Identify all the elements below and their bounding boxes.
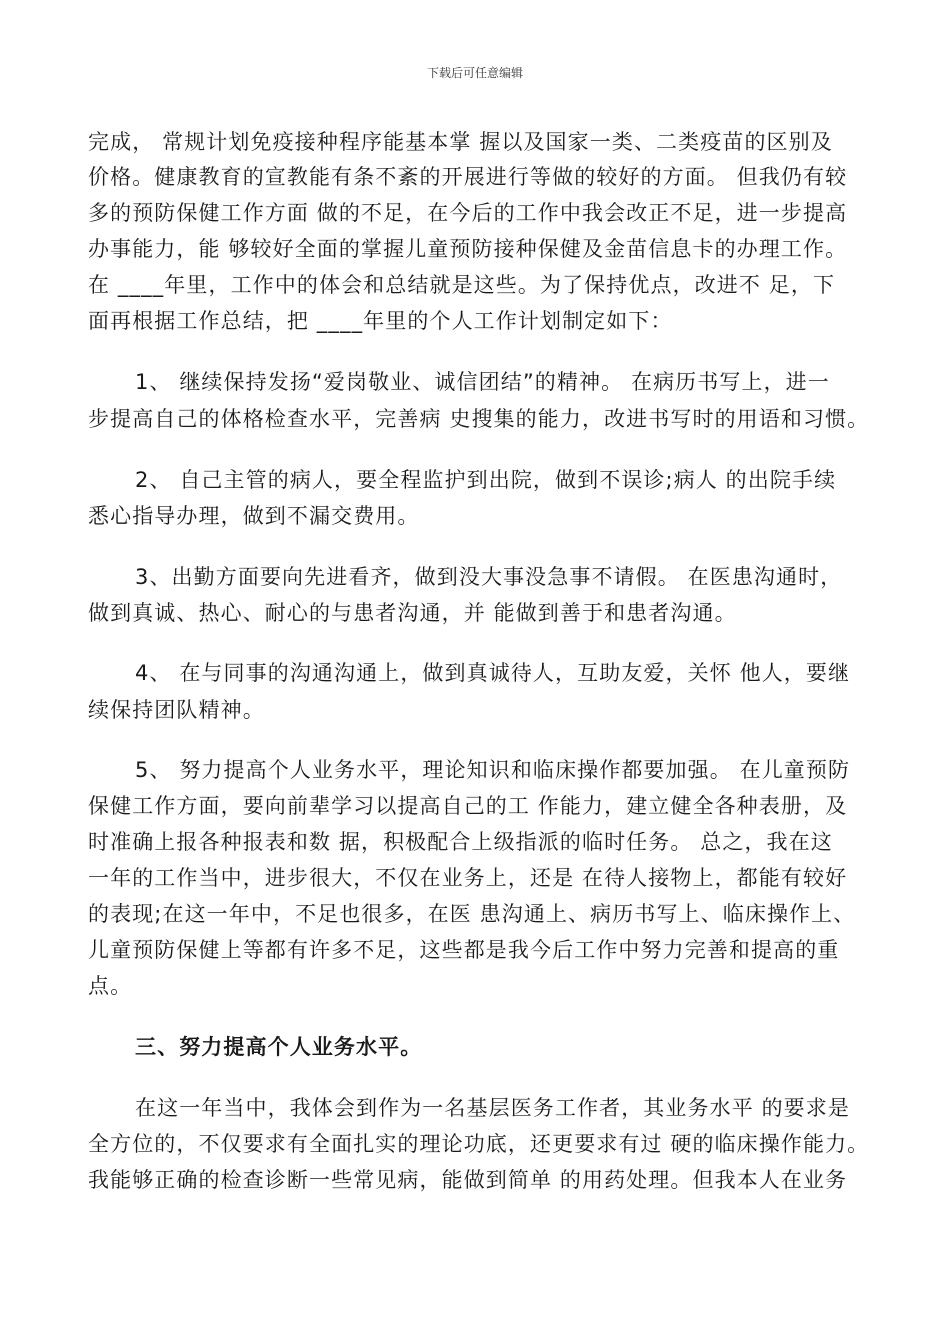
list-item-3: 3、出勤方面要向先进看齐，做到没大事没急事不请假。 在医患沟通时， bbox=[135, 565, 843, 589]
text-line: 完成， 常规计划免疫接种程序能基本掌 握以及国家一类、二类疫苗的区别及 bbox=[88, 130, 833, 154]
section-heading: 三、努力提高个人业务水平。 bbox=[135, 1035, 423, 1059]
text-line: 步提高自己的体格检查水平，完善病 史搜集的能力，改进书写时的用语和习惯。 bbox=[88, 407, 870, 431]
text-line: 在 ____年里，工作中的体会和总结就是这些。为了保持优点，改进不 足，下 bbox=[88, 273, 836, 297]
page-header: 下载后可任意编辑 bbox=[426, 66, 523, 80]
text-line: 办事能力，能 够较好全面的掌握儿童预防接种保健及金苗信息卡的办理工作。 bbox=[88, 237, 848, 261]
text-line: 价格。健康教育的宣教能有条不紊的开展进行等做的较好的方面。 但我仍有较 bbox=[88, 165, 848, 189]
text-line: 我能够正确的检查诊断一些常见病，能做到简单 的用药处理。但我本人在业务 bbox=[88, 1168, 848, 1192]
text-line: 儿童预防保健上等都有许多不足，这些都是我今后工作中努力完善和提高的重 bbox=[88, 938, 840, 962]
text-line: 全方位的，不仅要求有全面扎实的理论功底，还更要求有过 硬的临床操作能力。 bbox=[88, 1132, 870, 1156]
text-line: 多的预防保健工作方面 做的不足，在今后的工作中我会改正不足，进一步提高 bbox=[88, 201, 848, 225]
list-item-2: 2、 自己主管的病人，要全程监护到出院，做到不误诊;病人 的出院手续 bbox=[135, 468, 837, 492]
text-line: 面再根据工作总结，把 ____年里的个人工作计划制定如下： bbox=[88, 309, 673, 333]
text-line: 做到真诚、热心、耐心的与患者沟通，并 能做到善于和患者沟通。 bbox=[88, 601, 737, 625]
text-line: 时准确上报各种报表和数 据，积极配合上级指派的临时任务。 总之，我在这 bbox=[88, 830, 833, 854]
list-item-4: 4、 在与同事的沟通沟通上，做到真诚待人，互助友爱，关怀 他人，要继 bbox=[135, 661, 851, 685]
text-line: 点。 bbox=[88, 974, 133, 998]
text-line: 续保持团队精神。 bbox=[88, 698, 265, 722]
list-item-1: 1、 继续保持发扬“爱岗敬业、诚信团结”的精神。 在病历书写上，进一 bbox=[135, 370, 830, 394]
text-line: 一年的工作当中，进步很大，不仅在业务上，还是 在待人接物上，都能有较好 bbox=[88, 866, 848, 890]
text-line: 悉心指导办理，做到不漏交费用。 bbox=[88, 504, 420, 528]
text-line: 的表现;在这一年中，不足也很多，在医 患沟通上、病历书写上、临床操作上、 bbox=[88, 902, 856, 926]
list-item-5: 5、 努力提高个人业务水平，理论知识和临床操作都要加强。 在儿童预防 bbox=[135, 758, 851, 782]
paragraph-start: 在这一年当中，我体会到作为一名基层医务工作者，其业务水平 的要求是 bbox=[135, 1096, 850, 1120]
text-line: 保健工作方面，要向前辈学习以提高自己的工 作能力，建立健全各种表册，及 bbox=[88, 794, 848, 818]
